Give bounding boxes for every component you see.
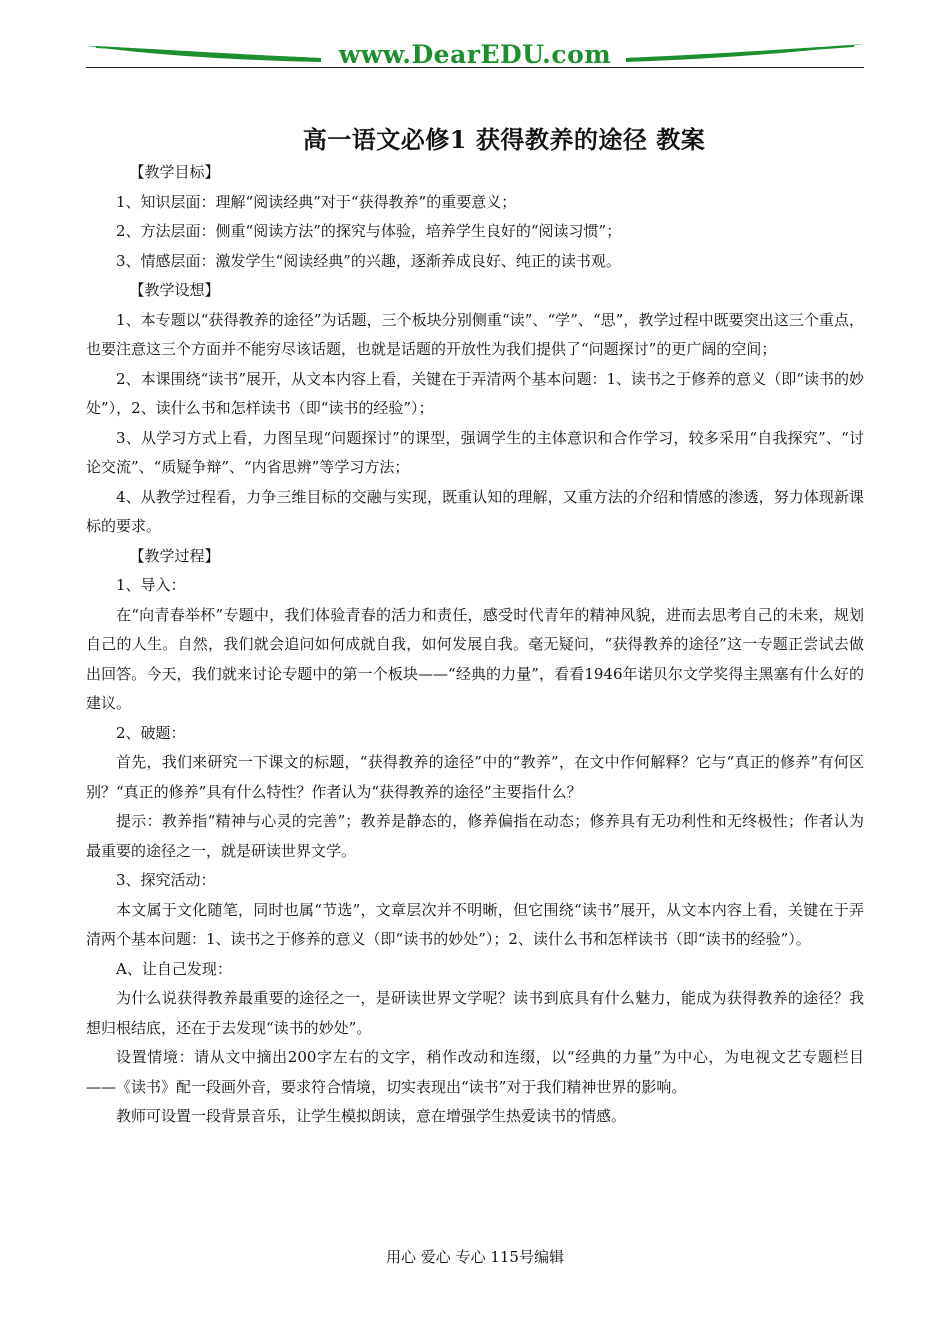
section-heading: 【教学设想】 — [129, 281, 220, 299]
paragraph: 2、本课围绕“读书”展开，从文本内容上看，关键在于弄清两个基本问题：1、读书之于修养的意义（即“读书的妙处”），2、读什么书和怎样读书（即“读书的经验”）； — [86, 369, 864, 417]
paragraph: 4、从教学过程看，力争三维目标的交融与实现，既重认知的理解，又重方法的介绍和情感的渗透，努力体现新课标的要求。 — [86, 487, 864, 535]
paragraph: 1、本专题以“获得教养的途径”为话题，三个板块分别侧重“读”、“学”、“思”，教学过程中既要突出这三个重点，也要注意这三个方面并不能穷尽该话题，也就是话题的开放性为我们提供了“问题探讨”的更广阔的空间； — [86, 310, 864, 358]
paragraph: 首先，我们来研究一下课文的标题，“获得教养的途径”中的“教养”，在文中作何解释？它与“真正的修养”有何区别？“真正的修养”具有什么特性？作者认为“获得教养的途径”主要指什么？ — [86, 753, 864, 801]
paragraph: A、让自己发现： — [116, 959, 232, 978]
paragraph: 1、知识层面：理解“阅读经典”对于“获得教养”的重要意义； — [116, 192, 517, 211]
page-footer: 用心 爱心 专心 115号编辑 — [386, 1248, 564, 1266]
paragraph: 设置情境：请从文中摘出200字左右的文字，稍作改动和连缀，以“经典的力量”为中心，为电视文艺专题栏目——《读书》配一段画外音，要求符合情境，切实表现出“读书”对于我们精神世界的影响。 — [86, 1048, 864, 1096]
document-title: 高一语文必修1 获得教养的途径 教案 — [302, 125, 706, 154]
paragraph: 3、从学习方式上看，力图呈现“问题探讨”的课型，强调学生的主体意识和合作学习，较多采用“自我探究”、“讨论交流”、“质疑争辩”、“内省思辨”等学习方法； — [86, 428, 864, 476]
paragraph: 1、导入： — [116, 576, 186, 594]
header-divider — [86, 67, 864, 68]
section-heading: 【教学目标】 — [129, 163, 220, 181]
document-body — [86, 158, 864, 1132]
paragraph: 3、情感层面：激发学生“阅读经典”的兴趣，逐渐养成良好、纯正的读书观。 — [116, 251, 621, 270]
section-heading: 【教学过程】 — [129, 546, 220, 565]
paragraph: 教师可设置一段背景音乐，让学生模拟朗读，意在增强学生热爱读书的情感。 — [116, 1107, 627, 1125]
site-name: www.DearEDU.com — [338, 40, 612, 69]
paragraph: 本文属于文化随笔，同时也属“节选”，文章层次并不明晰，但它围绕“读书”展开，从文本内容上看，关键在于弄清两个基本问题：1、读书之于修养的意义（即“读书的妙处”）；2、读什么书和怎样读书（即“读书的经验”）。 — [86, 900, 864, 948]
paragraph: 在“向青春举杯”专题中，我们体验青春的活力和责任，感受时代青年的精神风貌，进而去思考自己的未来，规划自己的人生。自然，我们就会追问如何成就自我，如何发展自我。毫无疑问，“获得教养的途径”这一专题正尝试去做出回答。今天，我们就来讨论专题中的第一个板块——“经典的力量”，看看1946年诺贝尔文学奖得主黑塞有什么好的建议。 — [86, 605, 864, 712]
paragraph: 2、方法层面：侧重“阅读方法”的探究与体验，培养学生良好的“阅读习惯”； — [116, 222, 622, 240]
paragraph: 3、探究活动： — [116, 871, 216, 889]
paragraph: 2、破题： — [116, 723, 186, 742]
paragraph: 为什么说获得教养最重要的途径之一，是研读世界文学呢？读书到底具有什么魅力，能成为获得教养的途径？我想归根结底，还在于去发现“读书的妙处”。 — [86, 989, 864, 1037]
paragraph: 提示：教养指“精神与心灵的完善”；教养是静态的，修养偏指在动态；修养具有无功利性和无终极性；作者认为最重要的途径之一，就是研读世界文学。 — [86, 812, 864, 860]
